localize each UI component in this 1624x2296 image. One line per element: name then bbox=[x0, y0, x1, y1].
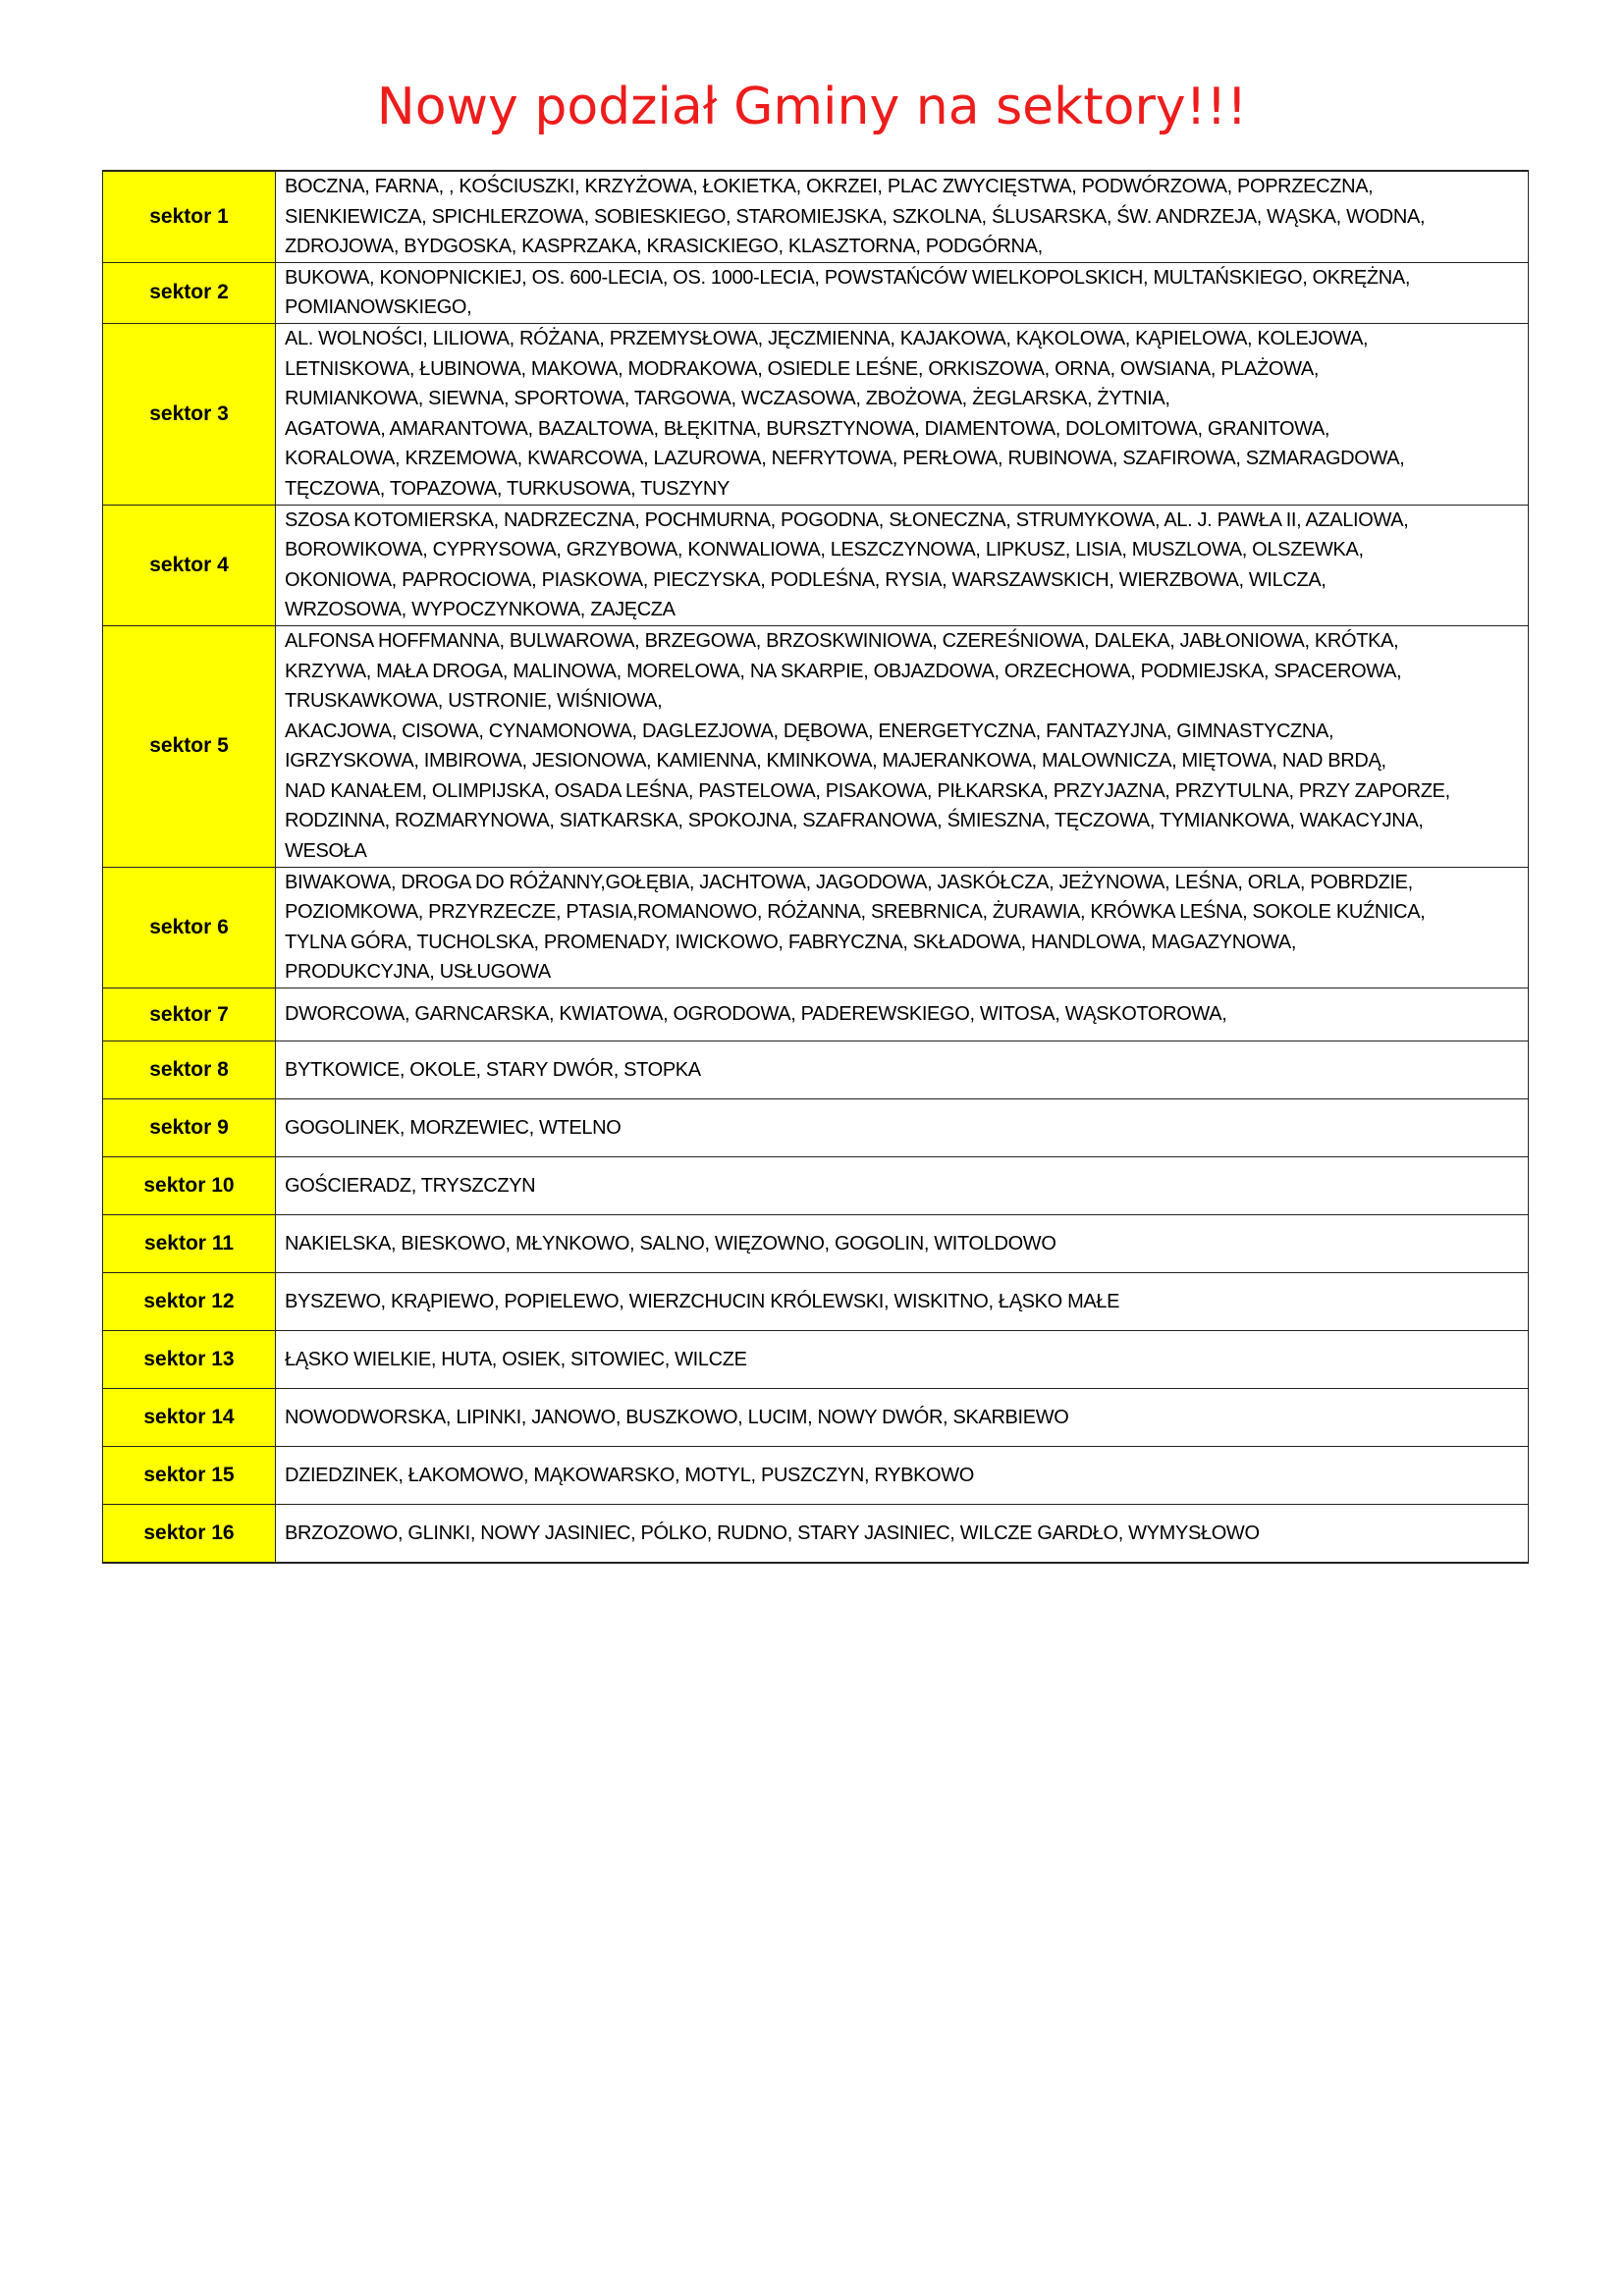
sector-label: sektor 7 bbox=[103, 988, 276, 1041]
table-row bbox=[103, 171, 1529, 262]
table-row bbox=[103, 1041, 1529, 1099]
table-row bbox=[103, 1157, 1529, 1215]
sector-streets: DWORCOWA, GARNCARSKA, KWIATOWA, OGRODOWA, PADEREWSKIEGO, WITOSA, WĄSKOTOROWA, bbox=[276, 988, 1529, 1041]
sector-label: sektor 16 bbox=[103, 1505, 276, 1564]
sector-streets: BYSZEWO, KRĄPIEWO, POPIELEWO, WIERZCHUCIN KRÓLEWSKI, WISKITNO, ŁĄSKO MAŁE bbox=[276, 1273, 1529, 1331]
sector-streets: AL. WOLNOŚCI, LILIOWA, RÓŻANA, PRZEMYSŁOWA, JĘCZMIENNA, KAJAKOWA, KĄKOLOWA, KĄPIELOWA, KOLEJOWA, LETNISKOWA, ŁUBINOWA, MAKOWA, MODRAKOWA, OSIEDLE LEŚNE, ORKISZOWA, ORNA, OWSIANA, PLAŻOWA, RUMIANKOWA, SIEWNA, SPORTOWA, TARGOWA, WCZASOWA, ZBOŻOWA, ŻEGLARSKA, ŻYTNIA, AGATOWA, AMARANTOWA, BAZALTOWA, BŁĘKITNA, BURSZTYNOWA, DIAMENTOWA, DOLOMITOWA, GRANITOWA, KORALOWA, KRZEMOWA, KWARCOWA, LAZUROWA, NEFRYTOWA, PERŁOWA, RUBINOWA, SZAFIROWA, SZMARAGDOWA, TĘCZOWA, TOPAZOWA, TURKUSOWA, TUSZYNY bbox=[276, 323, 1529, 505]
sector-streets: GOGOLINEK, MORZEWIEC, WTELNO bbox=[276, 1099, 1529, 1157]
sector-label: sektor 15 bbox=[103, 1447, 276, 1505]
table-row bbox=[103, 1331, 1529, 1389]
page-title: Nowy podział Gminy na sektory!!! bbox=[376, 78, 1248, 136]
sector-label: sektor 3 bbox=[103, 323, 276, 505]
sector-label: sektor 10 bbox=[103, 1157, 276, 1215]
sector-table bbox=[102, 170, 1529, 1564]
sector-label: sektor 4 bbox=[103, 505, 276, 625]
sector-streets: NOWODWORSKA, LIPINKI, JANOWO, BUSZKOWO, LUCIM, NOWY DWÓR, SKARBIEWO bbox=[276, 1389, 1529, 1447]
table-row bbox=[103, 505, 1529, 625]
sector-streets: BOCZNA, FARNA, , KOŚCIUSZKI, KRZYŻOWA, ŁOKIETKA, OKRZEI, PLAC ZWYCIĘSTWA, PODWÓRZOWA, POPRZECZNA, SIENKIEWICZA, SPICHLERZOWA, SOBIESKIEGO, STAROMIEJSKA, SZKOLNA, ŚLUSARSKA, ŚW. ANDRZEJA, WĄSKA, WODNA, ZDROJOWA, BYDGOSKA, KASPRZAKA, KRASICKIEGO, KLASZTORNA, PODGÓRNA, bbox=[276, 171, 1529, 262]
sector-label: sektor 8 bbox=[103, 1041, 276, 1099]
sector-streets: NAKIELSKA, BIESKOWO, MŁYNKOWO, SALNO, WIĘZOWNO, GOGOLIN, WITOLDOWO bbox=[276, 1215, 1529, 1273]
sector-streets: ŁĄSKO WIELKIE, HUTA, OSIEK, SITOWIEC, WILCZE bbox=[276, 1331, 1529, 1389]
sector-streets: BIWAKOWA, DROGA DO RÓŻANNY,GOŁĘBIA, JACHTOWA, JAGODOWA, JASKÓŁCZA, JEŻYNOWA, LEŚNA, ORLA, POBRDZIE, POZIOMKOWA, PRZYRZECZE, PTASIA,ROMANOWO, RÓŻANNA, SREBRNICA, ŻURAWIA, KRÓWKA LEŚNA, SOKOLE KUŹNICA, TYLNA GÓRA, TUCHOLSKA, PROMENADY, IWICKOWO, FABRYCZNA, SKŁADOWA, HANDLOWA, MAGAZYNOWA, PRODUKCYJNA, USŁUGOWA bbox=[276, 867, 1529, 988]
table-row bbox=[103, 1099, 1529, 1157]
sector-label: sektor 6 bbox=[103, 867, 276, 988]
sector-label: sektor 14 bbox=[103, 1389, 276, 1447]
sector-streets: ALFONSA HOFFMANNA, BULWAROWA, BRZEGOWA, BRZOSKWINIOWA, CZEREŚNIOWA, DALEKA, JABŁONIOWA, KRÓTKA, KRZYWA, MAŁA DROGA, MALINOWA, MORELOWA, NA SKARPIE, OBJAZDOWA, ORZECHOWA, PODMIEJSKA, SPACEROWA, TRUSKAWKOWA, USTRONIE, WIŚNIOWA, AKACJOWA, CISOWA, CYNAMONOWA, DAGLEZJOWA, DĘBOWA, ENERGETYCZNA, FANTAZYJNA, GIMNASTYCZNA, IGRZYSKOWA, IMBIROWA, JESIONOWA, KAMIENNA, KMINKOWA, MAJERANKOWA, MALOWNICZA, MIĘTOWA, NAD BRDĄ, NAD KANAŁEM, OLIMPIJSKA, OSADA LEŚNA, PASTELOWA, PISAKOWA, PIŁKARSKA, PRZYJAZNA, PRZYTULNA, PRZY ZAPORZE, RODZINNA, ROZMARYNOWA, SIATKARSKA, SPOKOJNA, SZAFRANOWA, ŚMIESZNA, TĘCZOWA, TYMIANKOWA, WAKACYJNA, WESOŁA bbox=[276, 625, 1529, 867]
sector-label: sektor 9 bbox=[103, 1099, 276, 1157]
table-row bbox=[103, 1447, 1529, 1505]
table-row bbox=[103, 988, 1529, 1041]
sector-label: sektor 12 bbox=[103, 1273, 276, 1331]
table-row bbox=[103, 867, 1529, 988]
sector-streets: DZIEDZINEK, ŁAKOMOWO, MĄKOWARSKO, MOTYL, PUSZCZYN, RYBKOWO bbox=[276, 1447, 1529, 1505]
sector-label: sektor 1 bbox=[103, 171, 276, 262]
sector-streets: BRZOZOWO, GLINKI, NOWY JASINIEC, PÓLKO, RUDNO, STARY JASINIEC, WILCZE GARDŁO, WYMYSŁOWO bbox=[276, 1505, 1529, 1564]
table-row bbox=[103, 1389, 1529, 1447]
sector-label: sektor 13 bbox=[103, 1331, 276, 1389]
table-row bbox=[103, 1215, 1529, 1273]
table-row bbox=[103, 1273, 1529, 1331]
sector-label: sektor 2 bbox=[103, 262, 276, 323]
table-row bbox=[103, 625, 1529, 867]
sector-streets: BYTKOWICE, OKOLE, STARY DWÓR, STOPKA bbox=[276, 1041, 1529, 1099]
sector-streets: GOŚCIERADZ, TRYSZCZYN bbox=[276, 1157, 1529, 1215]
sector-label: sektor 11 bbox=[103, 1215, 276, 1273]
table-row bbox=[103, 1505, 1529, 1564]
sector-label: sektor 5 bbox=[103, 625, 276, 867]
sector-streets: BUKOWA, KONOPNICKIEJ, OS. 600-LECIA, OS. 1000-LECIA, POWSTAŃCÓW WIELKOPOLSKICH, MULTAŃSKIEGO, OKRĘŻNA, POMIANOWSKIEGO, bbox=[276, 262, 1529, 323]
table-row bbox=[103, 323, 1529, 505]
table-row bbox=[103, 262, 1529, 323]
sector-streets: SZOSA KOTOMIERSKA, NADRZECZNA, POCHMURNA, POGODNA, SŁONECZNA, STRUMYKOWA, AL. J. PAWŁA II, AZALIOWA, BOROWIKOWA, CYPRYSOWA, GRZYBOWA, KONWALIOWA, LESZCZYNOWA, LIPKUSZ, LISIA, MUSZLOWA, OLSZEWKA, OKONIOWA, PAPROCIOWA, PIASKOWA, PIECZYSKA, PODLEŚNA, RYSIA, WARSZAWSKICH, WIERZBOWA, WILCZA, WRZOSOWA, WYPOCZYNKOWA, ZAJĘCZA bbox=[276, 505, 1529, 625]
